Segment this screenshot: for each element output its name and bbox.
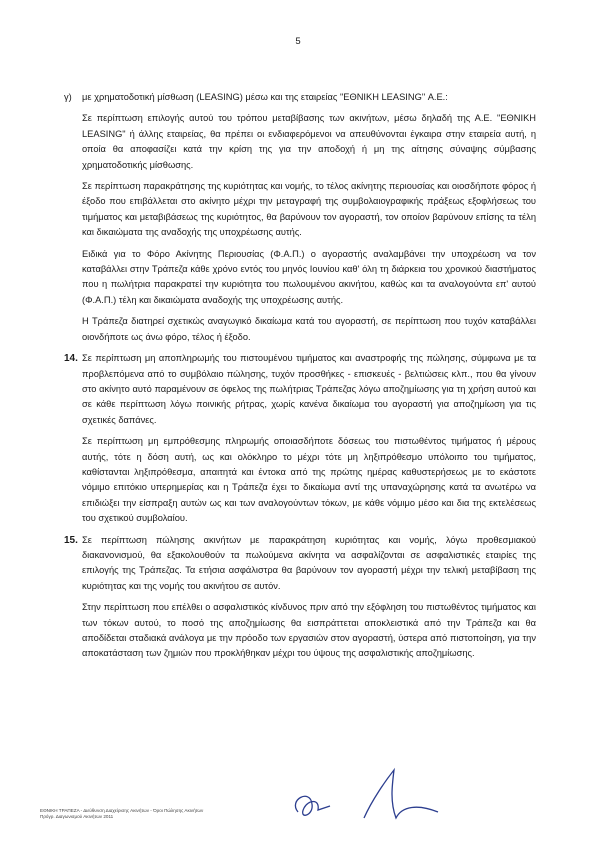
item-g-text: με χρηματοδοτική μίσθωση (LEASING) μέσω και της εταιρείας "ΕΘΝΙΚΗ LEASING" Α.Ε.: — [82, 92, 448, 102]
item-g — [64, 90, 536, 179]
item-14 — [64, 351, 536, 526]
paragraph-recourse-right: Η Τράπεζα διατηρεί σχετικώς αναγωγικό δικαίωμα κατά του αγοραστή, σε περίπτωση που τυχόν καταβάλλει οιονδήποτε ως άνω φόρο, τέλος ή έξοδο. — [82, 316, 536, 342]
handwritten-signatures — [268, 760, 468, 824]
signature-2 — [364, 770, 438, 818]
paragraph-ownership-retention: Σε περίπτωση παρακράτησης της κυριότητας και νομής, το τέλος ακίνητης περιουσίας και οιοσδήποτε φόρος ή έξοδο που επιβάλλεται στο ακίνητο μέχρι την μεταγραφή της συμβολαιογραφικής πράξεως εξοφλήσεως του τιμήματος και μεταβιβάσεως της κυριότητος, θα βαρύνουν τον αγοραστή, τον οποίον βαρύνουν επίσης τα τέλη και δικαιώματα της αναδοχής της υποχρέωσης αυτής. — [82, 181, 536, 238]
signature-1 — [295, 796, 330, 815]
footer — [40, 808, 203, 820]
item-g-marker: γ) — [64, 92, 72, 102]
item-15-paragraph-1: Σε περίπτωση πώλησης ακινήτων με παρακράτηση κυριότητας και νομής, λόγω προθεσμιακού διακανονισμού, θα εξακολουθούν τα πωλούμενα ακίνητα να ασφαλίζονται σε ασφαλιστικές εταιρίες της επιλογής της Τράπεζας. Τα ετήσια ασφάλιστρα θα βαρύνουν τον αγοραστή μέχρι την τελική μεταβίβαση της κυριότητας και της νομής του ακινήτου σε αυτόν. — [82, 534, 536, 591]
page-number: 5 — [295, 36, 301, 47]
item-15 — [64, 533, 536, 662]
item-14-paragraph-1: Σε περίπτωση μη αποπληρωμής του πιστουμένου τιμήματος και αναστροφής της πώλησης, σύμφωνα με τα προβλεπόμενα από το συμβόλαιο πώλησης, τυχόν προσθήκες - επισκευές - βελτιώσεις κλπ., που θα γίνουν στο ακίνητο αυτό παραμένουν σε όφελος της πωλήτριας Τράπεζας λόγω αποζημίωσης για τη χρήση αυτού και σε κάθε περίπτωση λόγω ποινικής ρήτρας, χωρίς κανένα δικαίωμα του αγοραστή για αποζημίωση για τις σχετικές δαπάνες. — [82, 353, 536, 425]
item-14-paragraph-2: Σε περίπτωση μη εμπρόθεσμης πληρωμής οποιασδήποτε δόσεως του πιστωθέντος τιμήματος ή μέρους αυτής, τότε η δόση αυτή, ως και ολόκληρο το μέχρι τότε μη ληξιπρόθεσμο υπόλοιπο του τιμήματος, καθίστανται ληξιπρόθεσμα, απαιτητά και έντοκα από της πρώτης ημέρας καθυστερήσεως με το εκάστοτε νόμιμο επιτόκιο υπερημερίας και η Τράπεζα έχει το δικαίωμα αντί της υπαναχώρησης κατά τα ανωτέρω να επιδιώξει την είσπραξη αυτών ως και των αναλογούντων τόκων, με κάθε νόμιμο μέσο και δια της εκτελέσεως του σχετικού συμβολαίου. — [82, 436, 536, 524]
footer-line-1: ΕΘΝΙΚΗ ΤΡΑΠΕΖΑ - Διεύθυνση Διαχείρισης Ακινήτων - Όροι Πώλησης Ακινήτων — [40, 808, 204, 813]
item-15-paragraph-2: Στην περίπτωση που επέλθει ο ασφαλιστικός κίνδυνος πριν από την εξόφληση του πιστωθέντος τιμήματος και των τόκων αυτού, το ποσό της αποζημίωσης θα εισπράττεται αποκλειστικά από την Τράπεζα και θα αποδίδεται σταδιακά ανάλογα με την πρόοδο των εργασιών στον αγοραστή, ύστερα από πιστοποίηση, για την αποκατάσταση των ζημιών που προκλήθηκαν μέχρι του ύψους της ασφαλιστικής αποζημίωσης. — [82, 602, 536, 659]
document-body — [64, 90, 536, 668]
item-g-detail: Σε περίπτωση επιλογής αυτού του τρόπου μεταβίβασης των ακινήτων, μέσω δηλαδή της Α.Ε. "ΕΘΝΙΚΗ LEASING" ή άλλης εταιρείας, θα πρέπει οι ενδιαφερόμενοι να απευθύνονται έγκαιρα στην εταιρεία αυτή, η οποία θα αποφασίζει κατά την κρίση της για την αποδοχή ή μη της αίτησης σύναψης σύμβασης χρηματοδοτικής μίσθωσης. — [82, 113, 536, 170]
item-15-number: 15. — [64, 534, 78, 546]
paragraph-property-tax: Ειδικά για το Φόρο Ακίνητης Περιουσίας (Φ.Α.Π.) ο αγοραστής αναλαμβάνει την υποχρέωση να τον καταβάλλει στην Τράπεζα κάθε χρόνο εντός του μηνός Ιουνίου καθ' όλη τη διάρκεια του χρονικού διαστήματος που η πωλήτρια παρακρατεί την κυριότητα του πωλουμένου ακινήτου, καθώς και τα αναλογούντα επ' αυτού (Φ.Α.Π.) τέλη και δικαιώματα αναδοχής της υποχρέωσης αυτής. — [82, 248, 536, 305]
item-14-number: 14. — [64, 353, 78, 365]
footer-line-2: Πρόγρ. Διαγωνισμού Ακινήτων 2011 — [40, 814, 114, 819]
